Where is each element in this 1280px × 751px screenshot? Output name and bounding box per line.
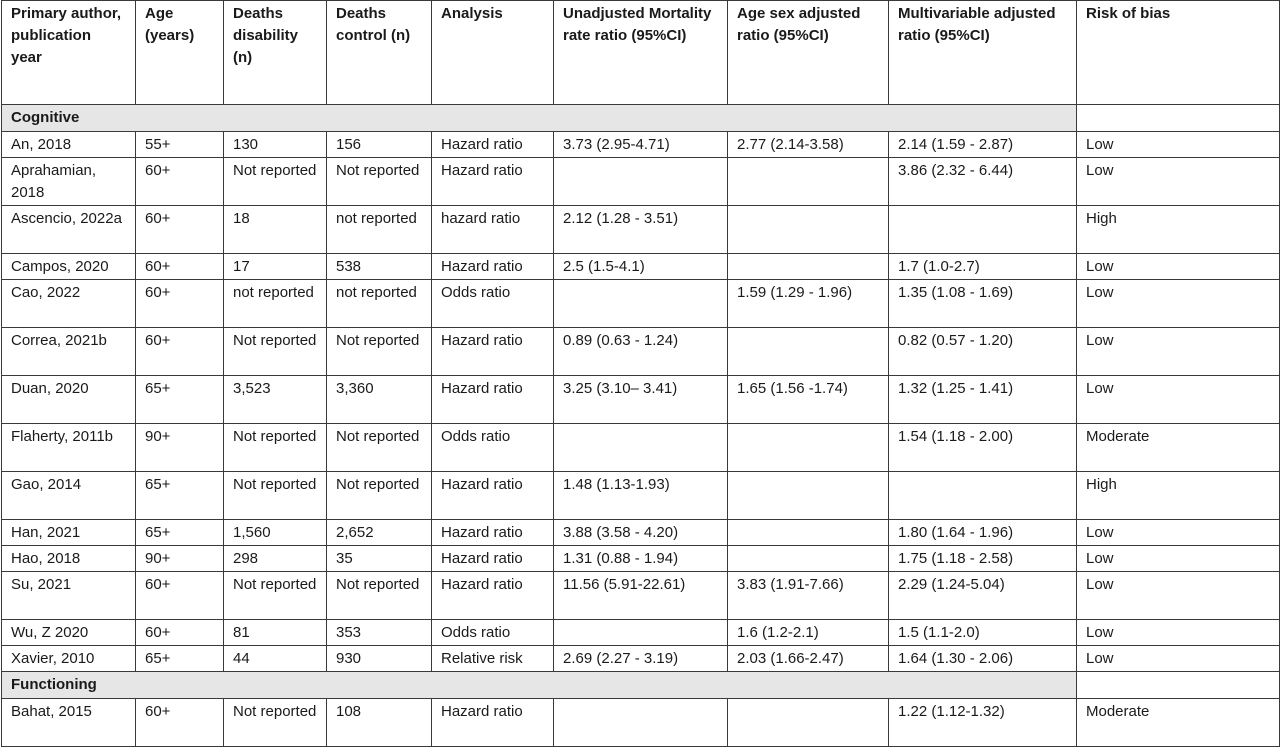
cell-deaths-disability: Not reported (224, 472, 327, 520)
cell-analysis: Hazard ratio (432, 132, 554, 158)
cell-age-sex-adjusted-ratio: 1.6 (1.2-2.1) (728, 620, 889, 646)
cell-analysis: Odds ratio (432, 280, 554, 328)
header-author: Primary author, publication year (2, 1, 136, 105)
cell-deaths-control: 3,360 (327, 376, 432, 424)
cell-multivariable-ratio: 1.80 (1.64 - 1.96) (889, 520, 1077, 546)
cell-author: Flaherty, 2011b (2, 424, 136, 472)
cell-unadjusted-ratio: 2.12 (1.28 - 3.51) (554, 206, 728, 254)
section-title: Cognitive (2, 105, 1077, 132)
header-unadjusted-ratio: Unadjusted Mortality rate ratio (95%CI) (554, 1, 728, 105)
cell-age: 60+ (136, 699, 224, 747)
cell-unadjusted-ratio: 3.88 (3.58 - 4.20) (554, 520, 728, 546)
cell-risk-of-bias: Low (1077, 376, 1280, 424)
cell-analysis: Hazard ratio (432, 254, 554, 280)
table-row (2, 472, 1280, 520)
table-row (2, 646, 1280, 672)
cell-author: Aprahamian, 2018 (2, 158, 136, 206)
cell-unadjusted-ratio: 11.56 (5.91-22.61) (554, 572, 728, 620)
cell-multivariable-ratio: 1.22 (1.12-1.32) (889, 699, 1077, 747)
cell-multivariable-ratio: 1.5 (1.1-2.0) (889, 620, 1077, 646)
section-row (2, 672, 1280, 699)
cell-risk-of-bias: High (1077, 472, 1280, 520)
cell-risk-of-bias: Moderate (1077, 699, 1280, 747)
cell-age: 65+ (136, 646, 224, 672)
cell-deaths-control: 156 (327, 132, 432, 158)
cell-unadjusted-ratio (554, 620, 728, 646)
cell-analysis: Hazard ratio (432, 376, 554, 424)
cell-deaths-disability: 3,523 (224, 376, 327, 424)
cell-multivariable-ratio: 0.82 (0.57 - 1.20) (889, 328, 1077, 376)
table-row (2, 328, 1280, 376)
cell-age: 60+ (136, 328, 224, 376)
cell-author: Han, 2021 (2, 520, 136, 546)
cell-risk-of-bias: High (1077, 206, 1280, 254)
cell-deaths-disability: 298 (224, 546, 327, 572)
cell-risk-of-bias: Low (1077, 646, 1280, 672)
cell-age: 90+ (136, 546, 224, 572)
table-row (2, 158, 1280, 206)
cell-analysis: Odds ratio (432, 424, 554, 472)
cell-author: Wu, Z 2020 (2, 620, 136, 646)
cell-age-sex-adjusted-ratio (728, 206, 889, 254)
cell-risk-of-bias: Low (1077, 280, 1280, 328)
cell-deaths-disability: 44 (224, 646, 327, 672)
cell-risk-of-bias: Low (1077, 546, 1280, 572)
cell-age-sex-adjusted-ratio (728, 472, 889, 520)
cell-multivariable-ratio (889, 206, 1077, 254)
cell-analysis: Hazard ratio (432, 328, 554, 376)
cell-risk-of-bias: Low (1077, 254, 1280, 280)
cell-author: Hao, 2018 (2, 546, 136, 572)
cell-author: An, 2018 (2, 132, 136, 158)
cell-deaths-control: not reported (327, 280, 432, 328)
table-row (2, 424, 1280, 472)
header-age-sex-adjusted-ratio: Age sex adjusted ratio (95%CI) (728, 1, 889, 105)
table-row (2, 132, 1280, 158)
table-row (2, 376, 1280, 424)
cell-deaths-control: Not reported (327, 424, 432, 472)
cell-author: Duan, 2020 (2, 376, 136, 424)
cell-age: 60+ (136, 206, 224, 254)
cell-age-sex-adjusted-ratio: 3.83 (1.91-7.66) (728, 572, 889, 620)
cell-risk-of-bias: Low (1077, 620, 1280, 646)
cell-analysis: hazard ratio (432, 206, 554, 254)
cell-author: Campos, 2020 (2, 254, 136, 280)
cell-multivariable-ratio: 2.14 (1.59 - 2.87) (889, 132, 1077, 158)
header-row (2, 1, 1280, 105)
cell-age: 60+ (136, 280, 224, 328)
cell-deaths-control: 2,652 (327, 520, 432, 546)
cell-author: Xavier, 2010 (2, 646, 136, 672)
cell-unadjusted-ratio (554, 158, 728, 206)
cell-multivariable-ratio: 2.29 (1.24-5.04) (889, 572, 1077, 620)
cell-deaths-control: 538 (327, 254, 432, 280)
cell-age: 55+ (136, 132, 224, 158)
cell-deaths-disability: Not reported (224, 158, 327, 206)
cell-unadjusted-ratio: 3.73 (2.95-4.71) (554, 132, 728, 158)
cell-age: 65+ (136, 520, 224, 546)
cell-risk-of-bias: Low (1077, 158, 1280, 206)
header-risk-of-bias: Risk of bias (1077, 1, 1280, 105)
cell-age-sex-adjusted-ratio: 1.65 (1.56 -1.74) (728, 376, 889, 424)
cell-deaths-control: Not reported (327, 472, 432, 520)
cell-deaths-control: 353 (327, 620, 432, 646)
cell-deaths-disability: 130 (224, 132, 327, 158)
section-title: Functioning (2, 672, 1077, 699)
cell-age: 90+ (136, 424, 224, 472)
cell-deaths-disability: Not reported (224, 699, 327, 747)
cell-author: Cao, 2022 (2, 280, 136, 328)
cell-author: Correa, 2021b (2, 328, 136, 376)
cell-age: 60+ (136, 158, 224, 206)
cell-deaths-disability: Not reported (224, 328, 327, 376)
cell-analysis: Hazard ratio (432, 472, 554, 520)
cell-deaths-disability: 1,560 (224, 520, 327, 546)
cell-age: 60+ (136, 254, 224, 280)
cell-deaths-control: 108 (327, 699, 432, 747)
cell-age: 65+ (136, 472, 224, 520)
table-row (2, 546, 1280, 572)
cell-analysis: Hazard ratio (432, 158, 554, 206)
cell-deaths-control: 35 (327, 546, 432, 572)
cell-multivariable-ratio: 1.32 (1.25 - 1.41) (889, 376, 1077, 424)
table-row (2, 572, 1280, 620)
cell-risk-of-bias: Low (1077, 520, 1280, 546)
cell-risk-of-bias: Low (1077, 132, 1280, 158)
cell-multivariable-ratio: 1.35 (1.08 - 1.69) (889, 280, 1077, 328)
cell-analysis: Relative risk (432, 646, 554, 672)
cell-deaths-disability: 81 (224, 620, 327, 646)
cell-unadjusted-ratio (554, 699, 728, 747)
cell-deaths-control: Not reported (327, 158, 432, 206)
cell-age-sex-adjusted-ratio (728, 158, 889, 206)
cell-multivariable-ratio: 1.7 (1.0-2.7) (889, 254, 1077, 280)
cell-age-sex-adjusted-ratio (728, 424, 889, 472)
cell-risk-of-bias: Low (1077, 572, 1280, 620)
cell-analysis: Hazard ratio (432, 699, 554, 747)
cell-deaths-control: 930 (327, 646, 432, 672)
cell-age-sex-adjusted-ratio (728, 328, 889, 376)
cell-unadjusted-ratio: 0.89 (0.63 - 1.24) (554, 328, 728, 376)
cell-risk-of-bias: Moderate (1077, 424, 1280, 472)
cell-analysis: Hazard ratio (432, 520, 554, 546)
cell-deaths-disability: 18 (224, 206, 327, 254)
table-row (2, 520, 1280, 546)
cell-unadjusted-ratio: 3.25 (3.10– 3.41) (554, 376, 728, 424)
cell-analysis: Hazard ratio (432, 546, 554, 572)
cell-multivariable-ratio (889, 472, 1077, 520)
cell-risk-of-bias: Low (1077, 328, 1280, 376)
cell-author: Su, 2021 (2, 572, 136, 620)
header-age: Age (years) (136, 1, 224, 105)
section-empty-cell (1077, 105, 1280, 132)
cell-multivariable-ratio: 3.86 (2.32 - 6.44) (889, 158, 1077, 206)
cell-author: Gao, 2014 (2, 472, 136, 520)
header-deaths-disability: Deaths disability (n) (224, 1, 327, 105)
header-multivariable-ratio: Multivariable adjusted ratio (95%CI) (889, 1, 1077, 105)
cell-unadjusted-ratio: 1.48 (1.13-1.93) (554, 472, 728, 520)
cell-age-sex-adjusted-ratio (728, 520, 889, 546)
cell-deaths-disability: not reported (224, 280, 327, 328)
cell-age-sex-adjusted-ratio: 1.59 (1.29 - 1.96) (728, 280, 889, 328)
cell-age: 60+ (136, 572, 224, 620)
cell-analysis: Odds ratio (432, 620, 554, 646)
cell-unadjusted-ratio: 2.5 (1.5-4.1) (554, 254, 728, 280)
cell-age-sex-adjusted-ratio (728, 254, 889, 280)
header-analysis: Analysis (432, 1, 554, 105)
cell-author: Bahat, 2015 (2, 699, 136, 747)
section-empty-cell (1077, 672, 1280, 699)
table-body (2, 105, 1280, 747)
cell-deaths-disability: 17 (224, 254, 327, 280)
cell-deaths-disability: Not reported (224, 572, 327, 620)
cell-deaths-control: Not reported (327, 572, 432, 620)
section-row (2, 105, 1280, 132)
cell-age-sex-adjusted-ratio (728, 546, 889, 572)
header-deaths-control: Deaths control (n) (327, 1, 432, 105)
cell-unadjusted-ratio: 2.69 (2.27 - 3.19) (554, 646, 728, 672)
table-row (2, 699, 1280, 747)
cell-multivariable-ratio: 1.75 (1.18 - 2.58) (889, 546, 1077, 572)
cell-age: 65+ (136, 376, 224, 424)
cell-unadjusted-ratio (554, 424, 728, 472)
cell-deaths-disability: Not reported (224, 424, 327, 472)
table-row (2, 620, 1280, 646)
cell-deaths-control: Not reported (327, 328, 432, 376)
table-row (2, 280, 1280, 328)
cell-multivariable-ratio: 1.64 (1.30 - 2.06) (889, 646, 1077, 672)
cell-multivariable-ratio: 1.54 (1.18 - 2.00) (889, 424, 1077, 472)
table-row (2, 254, 1280, 280)
cell-author: Ascencio, 2022a (2, 206, 136, 254)
cell-age-sex-adjusted-ratio: 2.03 (1.66-2.47) (728, 646, 889, 672)
cell-unadjusted-ratio (554, 280, 728, 328)
cell-age-sex-adjusted-ratio: 2.77 (2.14-3.58) (728, 132, 889, 158)
cell-unadjusted-ratio: 1.31 (0.88 - 1.94) (554, 546, 728, 572)
cell-deaths-control: not reported (327, 206, 432, 254)
cell-age-sex-adjusted-ratio (728, 699, 889, 747)
table-row (2, 206, 1280, 254)
cell-age: 60+ (136, 620, 224, 646)
cell-analysis: Hazard ratio (432, 572, 554, 620)
mortality-studies-table (1, 0, 1280, 747)
